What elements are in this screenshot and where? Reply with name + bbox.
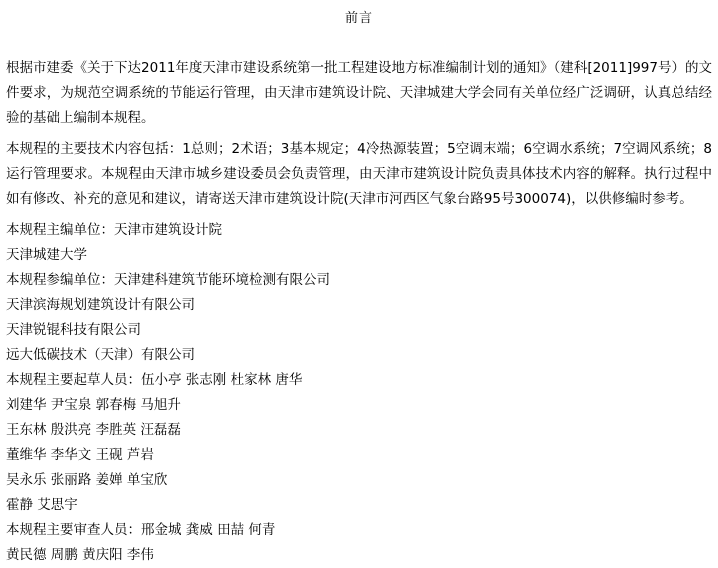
credit-line-5: 天津锐锟科技有限公司	[6, 322, 141, 338]
credit-line-8: 刘建华 尹宝泉 郭春梅 马旭升	[6, 397, 181, 413]
document-page	[0, 10, 718, 563]
credit-line-10: 董维华 李华文 王砚 芦岩	[6, 447, 154, 463]
document-body	[0, 56, 718, 568]
credit-line-2: 天津城建大学	[6, 247, 87, 263]
credit-line-7: 本规程主要起草人员：伍小亭 张志刚 杜家林 唐华	[6, 372, 303, 388]
credit-line-3: 本规程参编单位：天津建科建筑节能环境检测有限公司	[6, 272, 330, 288]
credit-line-11: 吴永乐 张丽路 姜婵 单宝欣	[6, 472, 168, 488]
credit-line-9: 王东林 殷洪亮 李胜英 汪磊磊	[6, 422, 181, 438]
credit-line-12: 霍静 艾思宇	[6, 497, 78, 513]
paragraph-1: 根据市建委《关于下达2011年度天津市建设系统第一批工程建设地方标准编制计划的通知》（建科[2011]997号）的文件要求，为规范空调系统的节能运行管理，由天津市建筑设计院、天津城建大学会同有关单位经广泛调研，认真总结经验的基础上编制本规程。	[6, 60, 712, 126]
credit-line-14: 黄民德 周鹏 黄庆阳 李伟	[6, 547, 154, 563]
credit-line-6: 远大低碳技术（天津）有限公司	[6, 347, 195, 363]
paragraph-2: 本规程的主要技术内容包括：1总则；2术语；3基本规定；4冷热源装置；5空调末端；6空调水系统；7空调风系统；8运行管理要求。本规程由天津市城乡建设委员会负责管理，由天津市建筑设计院负责具体技术内容的解释。执行过程中如有修改、补充的意见和建议，请寄送天津市建筑设计院(天津市河西区气象台路95号300074)，以供修编时参考。	[6, 141, 712, 207]
page-title: 前言	[344, 11, 373, 26]
credit-line-4: 天津滨海规划建筑设计有限公司	[6, 297, 195, 313]
credit-line-1: 本规程主编单位：天津市建筑设计院	[6, 222, 222, 238]
credit-line-13: 本规程主要审查人员：邢金城 龚威 田喆 何青	[6, 522, 276, 538]
